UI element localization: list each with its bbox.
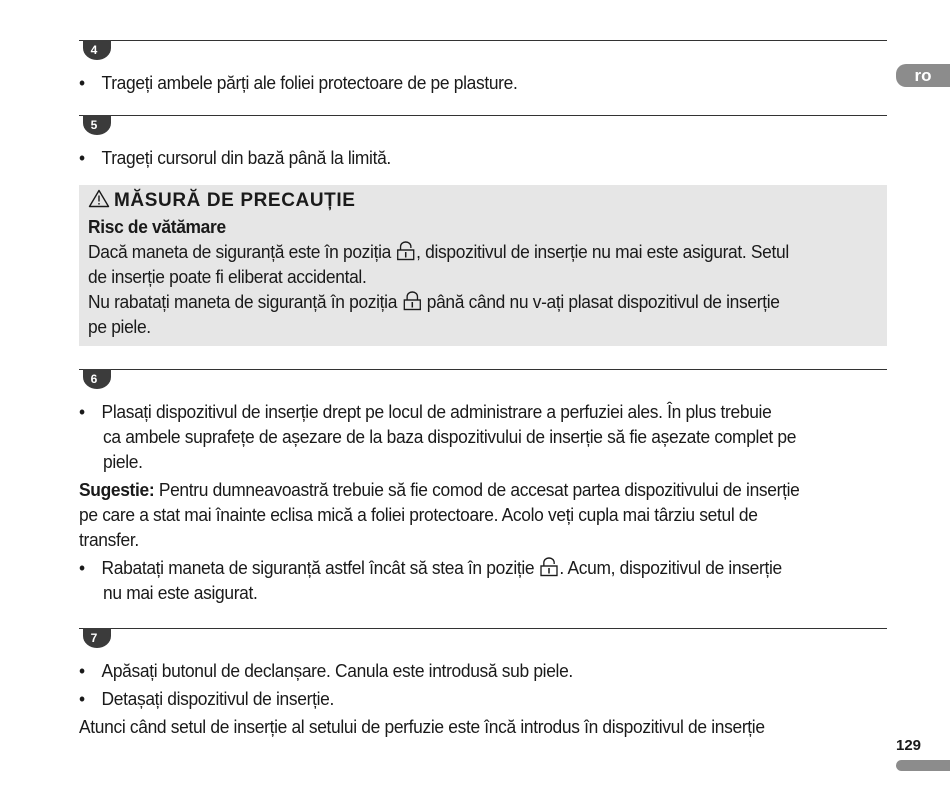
bullet-dot: • xyxy=(79,147,85,168)
bullet-text: Apăsați butonul de declanșare. Canula este introdusă sub piele. xyxy=(101,660,573,681)
body-text: Atunci când setul de inserție al setului de perfuzie este încă introdus în dispozitivul de inserție xyxy=(79,716,765,737)
unlocked-padlock-icon xyxy=(540,557,559,582)
caution-subtitle: Risc de vătămare xyxy=(88,216,226,237)
bullet-text: Trageți cursorul din bază până la limită. xyxy=(101,147,391,168)
tip-line-3: transfer. xyxy=(79,529,139,550)
bullet-text: Detașați dispozitivul de inserție. xyxy=(101,688,334,709)
step-number-badge: 7 xyxy=(83,628,111,648)
caution-paragraph-1-line-1: Dacă maneta de siguranță este în poziția , dispozitivul de inserție nu mai este asigurat. Setul xyxy=(88,241,789,266)
bullet-dot: • xyxy=(79,401,85,422)
tip-label: Sugestie: xyxy=(79,479,155,500)
bullet-dot: • xyxy=(79,660,85,681)
bullet-text: Plasați dispozitivul de inserție drept pe locul de administrare a perfuziei ales. În plus trebuie xyxy=(101,401,772,422)
caution-paragraph-1-line-2: de inserție poate fi eliberat accidental. xyxy=(88,266,367,287)
warning-triangle-icon xyxy=(88,189,110,214)
step-number-badge: 6 xyxy=(83,369,111,389)
caution-paragraph-2-line-2: pe piele. xyxy=(88,316,151,337)
step-divider xyxy=(79,369,887,370)
bullet-continuation: ca ambele suprafețe de așezare de la baza dispozitivului de inserție să fie așezate complet pe xyxy=(103,426,797,447)
page-number: 129 xyxy=(896,737,922,754)
bullet-text: Trageți ambele părți ale foliei protectoare de pe plasture. xyxy=(101,72,518,93)
step-divider xyxy=(79,115,887,116)
unlocked-padlock-icon xyxy=(396,241,415,266)
bullet-dot: • xyxy=(79,688,85,709)
caution-paragraph-2-line-1: Nu rabatați maneta de siguranță în poziția până când nu v-ați plasat dispozitivul de inserție xyxy=(88,291,780,316)
page-number-bar xyxy=(896,760,950,771)
bullet-dot: • xyxy=(79,72,85,93)
caution-box xyxy=(79,185,887,346)
tip-line-2: pe care a stat mai înainte eclisa mică a foliei protectoare. Acolo veți cupla mai târziu setul de xyxy=(79,504,758,525)
step-divider xyxy=(79,628,887,629)
locked-padlock-icon xyxy=(403,291,422,316)
step-number-badge: 5 xyxy=(83,115,111,135)
bullet-continuation: nu mai este asigurat. xyxy=(103,582,258,603)
bullet-dot: • xyxy=(79,557,85,578)
step-number-badge: 4 xyxy=(83,40,111,60)
step-divider xyxy=(79,40,887,41)
caution-title: MĂSURĂ DE PRECAUȚIE xyxy=(88,189,356,214)
bullet-text: Rabatați maneta de siguranță astfel încât să stea în poziție . Acum, dispozitivul de inserție xyxy=(102,557,782,582)
tip-line-1: Sugestie: Pentru dumneavoastră trebuie să fie comod de accesat partea dispozitivului de inserție xyxy=(79,479,800,500)
bullet-continuation: piele. xyxy=(103,451,143,472)
language-tab: ro xyxy=(896,64,950,87)
